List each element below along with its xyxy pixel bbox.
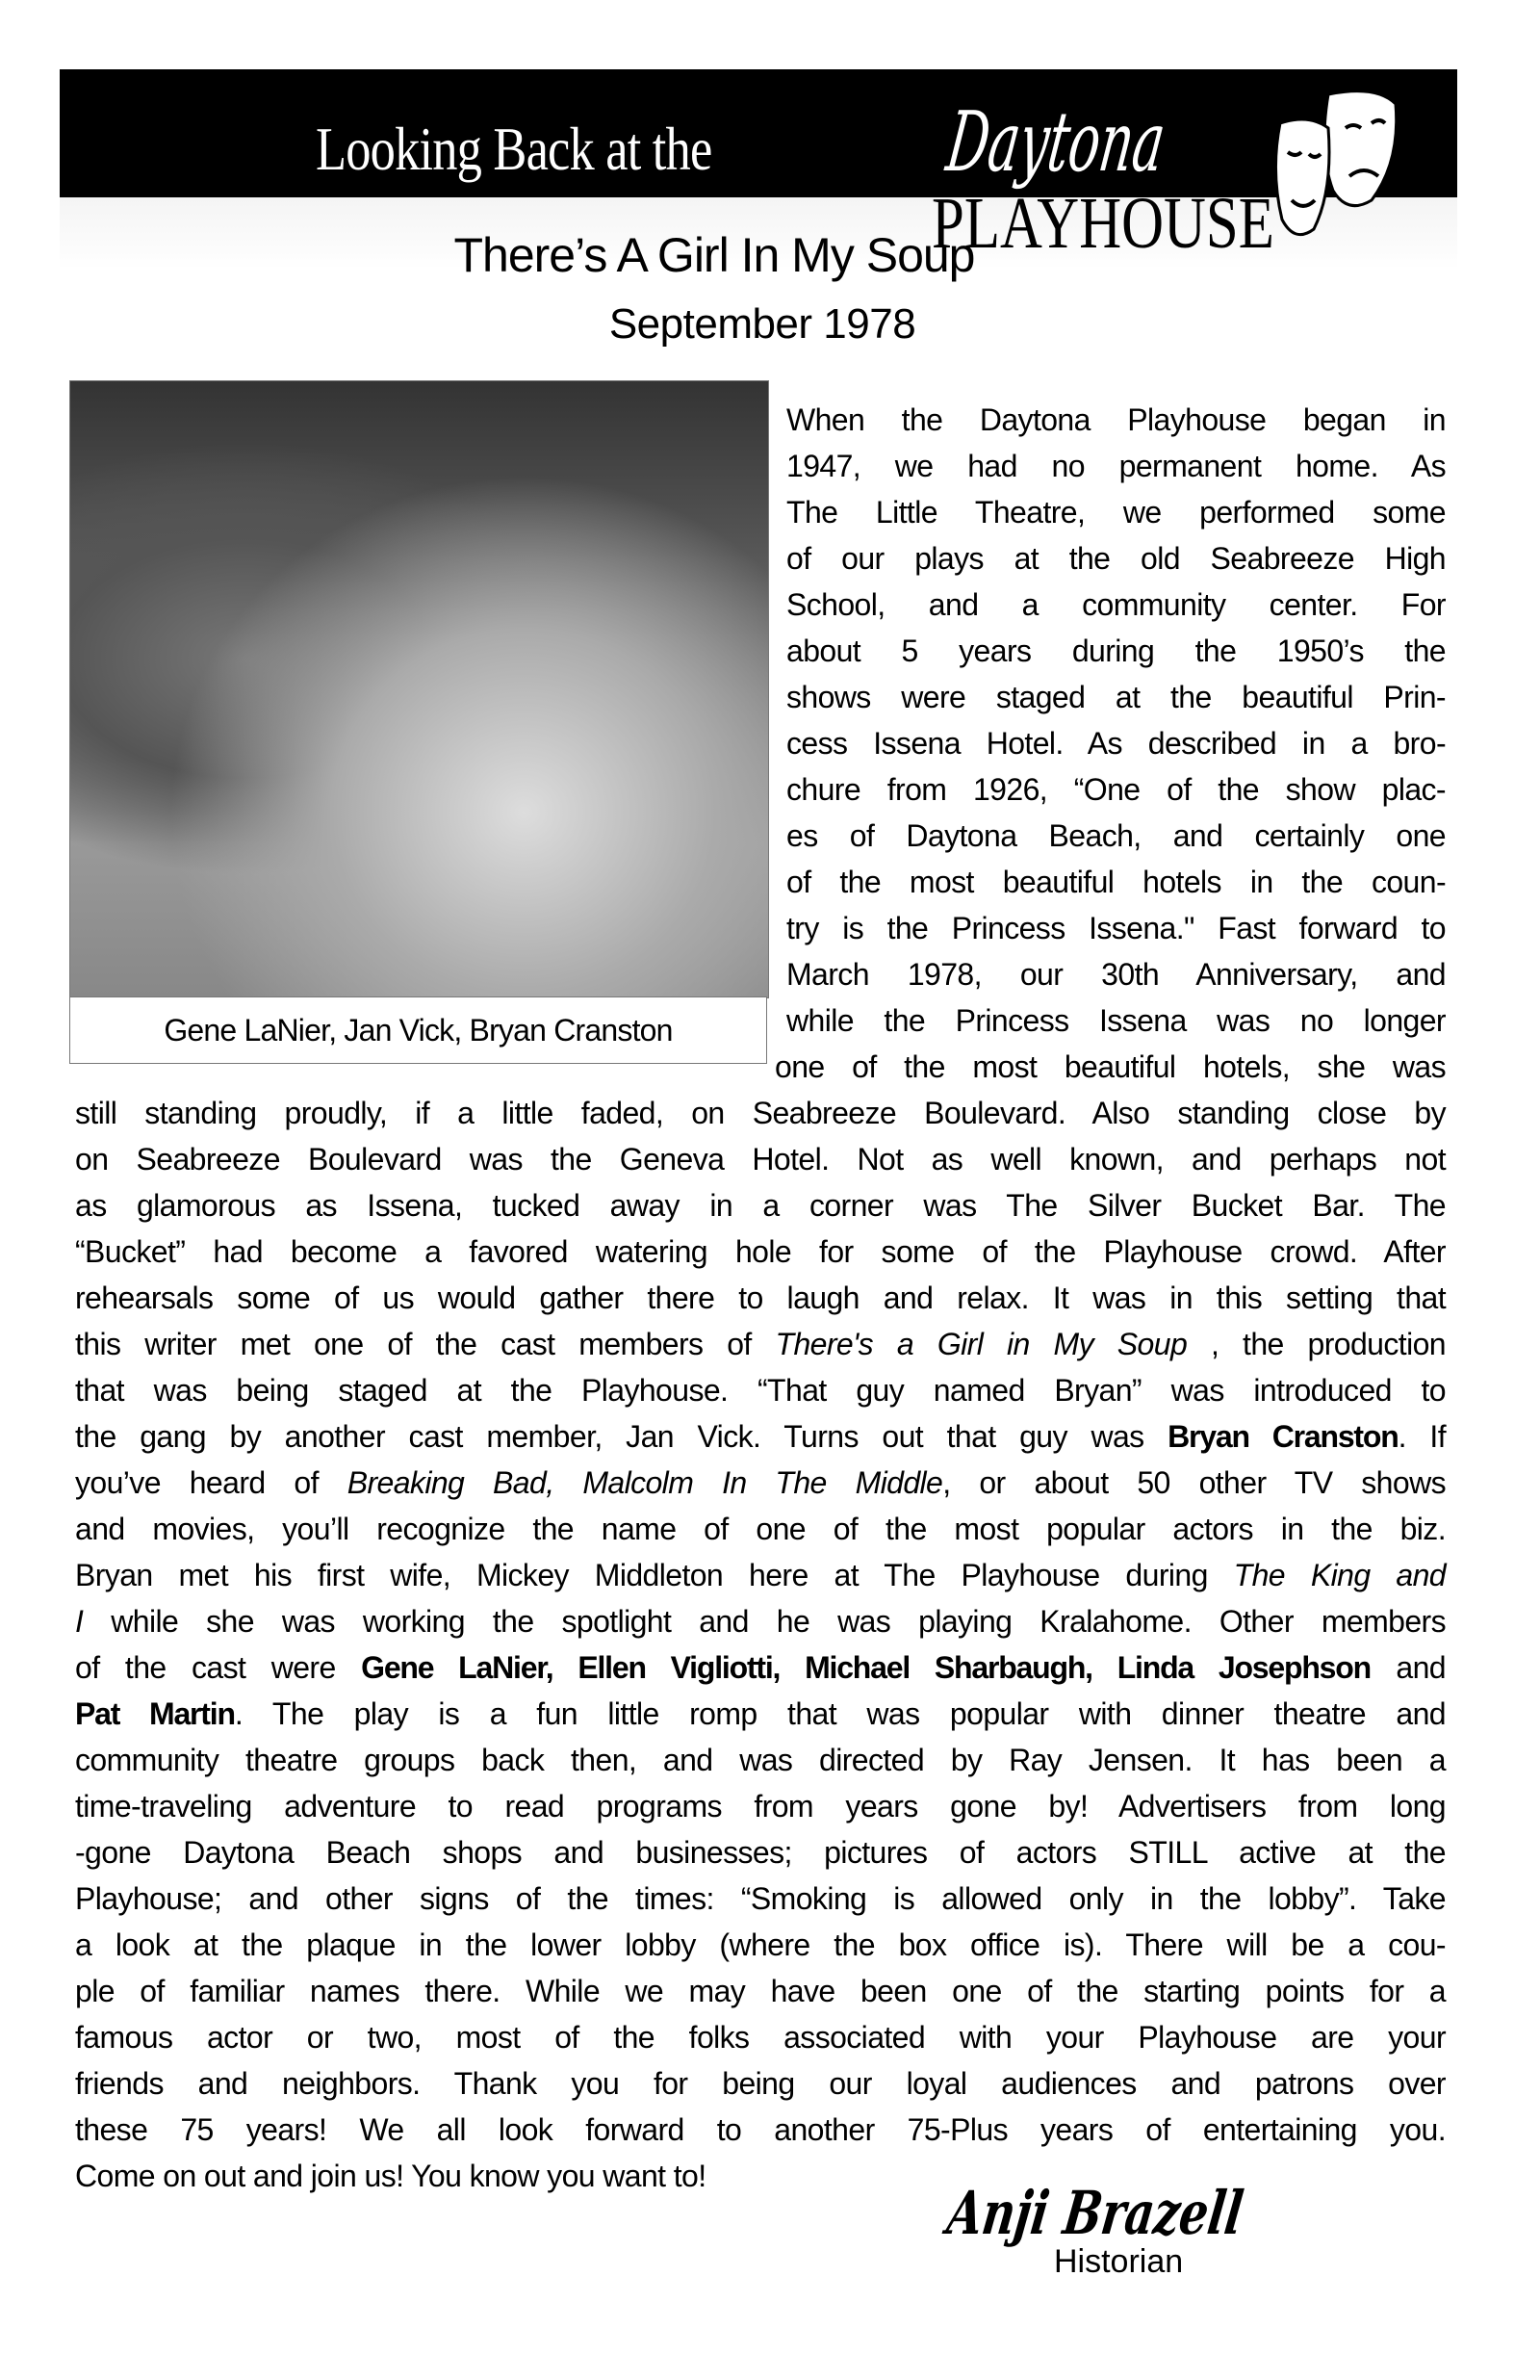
bold-name: Gene LaNier, Ellen Vigliotti, Michael Sharbaugh, Linda Josephson <box>361 1650 1371 1685</box>
text-run: Come on out and join us! You know you want to! <box>75 2159 706 2193</box>
text-run: while the Princess Issena was no longer <box>786 1003 1446 1038</box>
text-run: School, and a community center. For <box>786 587 1446 622</box>
text-run: one of the most beautiful hotels, she was <box>775 1049 1446 1084</box>
text-run: . If <box>1398 1419 1447 1454</box>
text-run: you’ve heard of <box>75 1465 347 1500</box>
text-run: the gang by another cast member, Jan Vick. Turns out that guy was <box>75 1419 1168 1454</box>
author-signature: Anji Brazell <box>943 2178 1247 2248</box>
logo-playhouse-text: PLAYHOUSE <box>932 183 1274 264</box>
body-text-line <box>75 1598 1446 1644</box>
text-run: while she was working the spotlight and he was playing Kralahome. Other members <box>83 1604 1446 1639</box>
text-run: about 5 years during the 1950’s the <box>786 634 1446 668</box>
text-run: and movies, you’ll recognize the name of one of the most popular actors in the biz. <box>75 1512 1446 1546</box>
body-text-line <box>75 1367 1446 1413</box>
body-text-line <box>75 1506 1446 1552</box>
body-text-line <box>75 1783 1446 1829</box>
body-text-line <box>75 1136 1446 1182</box>
text-run: When the Daytona Playhouse began in <box>786 402 1446 437</box>
body-text-line <box>75 1182 1446 1229</box>
body-text-line <box>75 1321 1446 1367</box>
text-run: 1947, we had no permanent home. As <box>786 449 1446 483</box>
body-text-line <box>75 1691 1446 1737</box>
bold-name: Pat Martin <box>75 1696 235 1731</box>
text-run: , the production <box>1187 1327 1446 1361</box>
text-run: community theatre groups back then, and was directed by Ray Jensen. It has been a <box>75 1743 1446 1777</box>
body-text-line <box>786 720 1446 766</box>
text-run: a look at the plaque in the lower lobby (where the box office is). There will be a cou- <box>75 1927 1446 1962</box>
text-run: this writer met one of the cast members of <box>75 1327 776 1361</box>
body-text-line <box>786 628 1446 674</box>
text-run: that was being staged at the Playhouse. “That guy named Bryan” was introduced to <box>75 1373 1446 1408</box>
text-run: -gone Daytona Beach shops and businesses; pictures of actors STILL active at the <box>75 1835 1446 1870</box>
body-text-line <box>786 766 1446 813</box>
text-run: , or about 50 other TV shows <box>942 1465 1446 1500</box>
text-run: still standing proudly, if a little faded, on Seabreeze Boulevard. Also standing close by <box>75 1096 1446 1130</box>
body-text-line <box>75 1275 1446 1321</box>
body-text-line <box>75 2107 1446 2153</box>
body-text-line <box>75 1229 1446 1275</box>
body-text-line <box>786 951 1446 997</box>
body-text-line <box>75 1460 1446 1506</box>
body-text-line <box>75 1968 1446 2014</box>
body-text-line <box>75 1922 1446 1968</box>
text-run: shows were staged at the beautiful Prin- <box>786 680 1446 714</box>
body-text-line <box>786 582 1446 628</box>
text-run: these 75 years! We all look forward to another 75-Plus years of entertaining you. <box>75 2112 1446 2147</box>
article-date: September 1978 <box>608 300 916 348</box>
text-run: Bryan met his first wife, Mickey Middleton here at The Playhouse during <box>75 1558 1234 1592</box>
body-text-line <box>75 2014 1446 2060</box>
body-text-line <box>786 905 1446 951</box>
text-run: “Bucket” had become a favored watering hole for some of the Playhouse crowd. After <box>75 1234 1446 1269</box>
text-run: es of Daytona Beach, and certainly one <box>786 818 1446 853</box>
text-run: of the most beautiful hotels in the coun- <box>786 865 1446 899</box>
italic-title: The King and <box>1233 1558 1446 1592</box>
body-text-line <box>75 1644 1446 1691</box>
body-text-line <box>75 1876 1446 1922</box>
body-text-line <box>786 813 1446 859</box>
body-text-line <box>786 674 1446 720</box>
body-text-line <box>786 535 1446 582</box>
text-run: The Little Theatre, we performed some <box>786 495 1446 530</box>
bold-name: Bryan Cranston <box>1168 1419 1399 1454</box>
text-run: Playhouse; and other signs of the times: “Smoking is allowed only in the lobby”. Take <box>75 1881 1446 1916</box>
text-run: time-traveling adventure to read programs from years gone by! Advertisers from long <box>75 1789 1446 1824</box>
text-run: famous actor or two, most of the folks associated with your Playhouse are your <box>75 2020 1446 2055</box>
text-run: of our plays at the old Seabreeze High <box>786 541 1446 576</box>
text-run: try is the Princess Issena." Fast forward to <box>786 911 1446 945</box>
body-text-line <box>75 1829 1446 1876</box>
text-run: . The play is a fun little romp that was popular with dinner theatre and <box>234 1696 1446 1731</box>
text-run: and <box>1370 1650 1446 1685</box>
body-text-line <box>786 997 1446 1044</box>
italic-title: I <box>75 1604 84 1639</box>
text-run: as glamorous as Issena, tucked away in a corner was The Silver Bucket Bar. The <box>75 1188 1446 1223</box>
body-text-line <box>75 1090 1446 1136</box>
logo-script-text: Daytona <box>941 94 1170 191</box>
body-text-line <box>786 397 1446 443</box>
italic-title: There's a Girl in My Soup <box>775 1327 1188 1361</box>
article-title: There’s A Girl In My Soup <box>453 228 975 282</box>
cast-photo <box>69 380 769 998</box>
text-run: chure from 1926, “One of the show plac- <box>786 772 1446 807</box>
body-text-line <box>775 1044 1446 1090</box>
banner-title: Looking Back at the <box>316 115 712 183</box>
text-run: on Seabreeze Boulevard was the Geneva Hotel. Not as well known, and perhaps not <box>75 1142 1446 1177</box>
text-run: rehearsals some of us would gather there to laugh and relax. It was in this setting that <box>75 1281 1446 1315</box>
header-banner <box>60 69 1457 197</box>
body-text-line <box>786 859 1446 905</box>
text-run: March 1978, our 30th Anniversary, and <box>786 957 1446 992</box>
body-text-line <box>75 2060 1446 2107</box>
text-run: of the cast were <box>75 1650 362 1685</box>
body-text-line <box>786 489 1446 535</box>
text-run: ple of familiar names there. While we may have been one of the starting points for a <box>75 1974 1446 2008</box>
text-run: friends and neighbors. Thank you for being our loyal audiences and patrons over <box>75 2066 1446 2101</box>
italic-title: Breaking Bad, Malcolm In The Middle <box>346 1465 943 1500</box>
photo-caption: Gene LaNier, Jan Vick, Bryan Cranston <box>69 996 767 1064</box>
body-text-line <box>75 1413 1446 1460</box>
body-text-line <box>75 1737 1446 1783</box>
author-role: Historian <box>1054 2243 1184 2280</box>
body-text-line <box>786 443 1446 489</box>
body-text-line <box>75 1552 1446 1598</box>
text-run: cess Issena Hotel. As described in a bro- <box>786 726 1446 761</box>
